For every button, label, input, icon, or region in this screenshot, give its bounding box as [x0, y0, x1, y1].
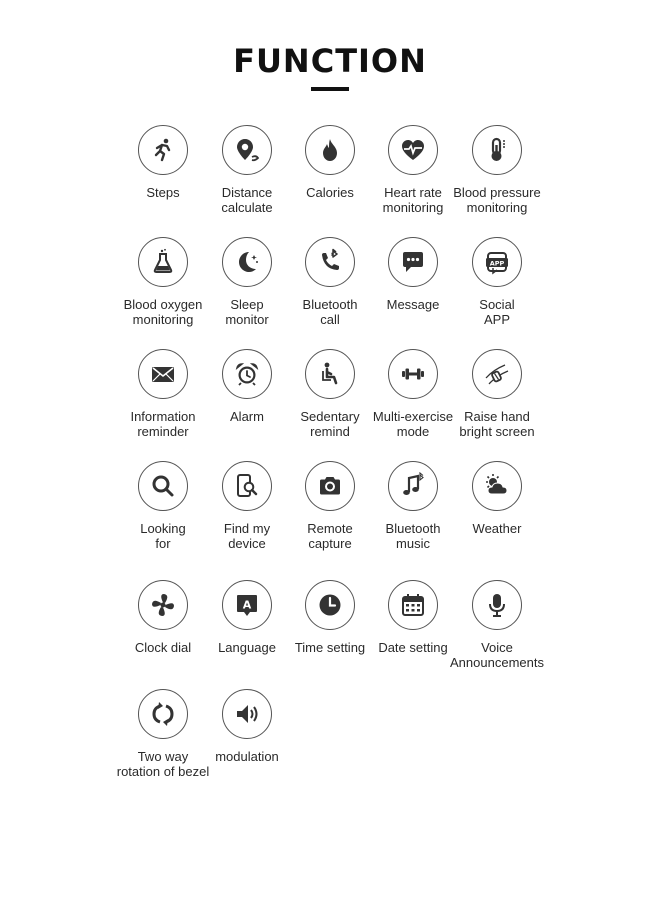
dumbbell-icon [388, 349, 438, 399]
function-label [447, 640, 547, 670]
function-label-line2: for [155, 536, 171, 551]
location-pin-icon [222, 125, 272, 175]
function-label-line1: Time setting [294, 640, 366, 655]
function-label [447, 297, 547, 327]
camera-icon [305, 461, 355, 511]
microphone-icon [472, 580, 522, 630]
function-label-line1: Language [218, 640, 276, 655]
heart-pulse-icon [388, 125, 438, 175]
function-label-line2: remind [310, 424, 350, 439]
speaker-icon [222, 689, 272, 739]
function-label-line1: Social [479, 297, 515, 312]
function-item [197, 689, 297, 764]
function-label-line2: monitoring [466, 200, 528, 215]
svg-text:APP: APP [489, 259, 505, 268]
function-item [447, 461, 547, 536]
function-label-line1: Distance [221, 185, 273, 200]
page-title: FUNCTION [233, 42, 427, 80]
app-icon [472, 237, 522, 287]
function-item [447, 580, 547, 670]
flame-icon [305, 125, 355, 175]
running-icon [138, 125, 188, 175]
function-label-line1: Voice [481, 640, 513, 655]
calendar-icon [388, 580, 438, 630]
function-item [447, 349, 547, 439]
function-label-line2: call [320, 312, 340, 327]
function-item [447, 125, 547, 215]
fan-icon [138, 580, 188, 630]
function-item [447, 237, 547, 327]
function-label-line1: Weather [472, 521, 522, 536]
function-label-line1: Calories [306, 185, 354, 200]
function-label [447, 409, 547, 439]
function-label-line1: Message [386, 297, 440, 312]
function-label-line1: Sedentary [300, 409, 360, 424]
clock-icon [305, 580, 355, 630]
function-label-line1: Blood oxygen [123, 297, 203, 312]
envelope-icon [138, 349, 188, 399]
function-label-line1: Heart rate [384, 185, 442, 200]
music-note-icon [388, 461, 438, 511]
function-label-line2: calculate [221, 200, 273, 215]
function-label-line2: monitoring [132, 312, 194, 327]
function-label-line1: modulation [215, 749, 279, 764]
weather-icon [472, 461, 522, 511]
function-label [197, 749, 297, 764]
function-label-line1: Remote [307, 521, 353, 536]
search-icon [138, 461, 188, 511]
function-label-line2: mode [396, 424, 430, 439]
function-label-line1: Information [130, 409, 196, 424]
function-label-line2: reminder [137, 424, 189, 439]
function-label-line2: capture [308, 536, 352, 551]
function-label-line2: music [396, 536, 430, 551]
function-label-line1: Sleep [230, 297, 264, 312]
function-label-line1: Steps [146, 185, 180, 200]
function-label-line1: Bluetooth [385, 521, 441, 536]
flask-icon [138, 237, 188, 287]
function-label-line1: Find my [223, 521, 271, 536]
function-label-line1: Bluetooth [302, 297, 358, 312]
function-label-line1: Blood pressure [453, 185, 541, 200]
moon-icon [222, 237, 272, 287]
function-label-line2: device [228, 536, 266, 551]
function-label-line1: Raise hand [464, 409, 530, 424]
function-label-line1: Clock dial [134, 640, 192, 655]
function-label-line1: Multi-exercise [372, 409, 454, 424]
function-label [447, 521, 547, 536]
function-label-line1: Date setting [378, 640, 448, 655]
function-label-line1: Alarm [230, 409, 264, 424]
seated-person-icon [305, 349, 355, 399]
chat-bubble-icon [388, 237, 438, 287]
phone-search-icon [222, 461, 272, 511]
function-label-line1: Two way [137, 749, 189, 764]
function-label-line2: Announcements [450, 655, 544, 670]
wrist-band-icon [472, 349, 522, 399]
thermometer-icon [472, 125, 522, 175]
function-label-line2: monitoring [382, 200, 444, 215]
language-icon [222, 580, 272, 630]
function-label [447, 185, 547, 215]
function-label-line2: APP [483, 312, 510, 327]
function-label-line2: bright screen [459, 424, 535, 439]
function-label-line1: Looking [140, 521, 186, 536]
alarm-clock-icon [222, 349, 272, 399]
phone-bluetooth-icon [305, 237, 355, 287]
rotate-icon [138, 689, 188, 739]
svg-text:A: A [242, 598, 252, 612]
function-label-line2: monitor [225, 312, 269, 327]
function-label-line2: rotation of bezel [116, 764, 210, 779]
